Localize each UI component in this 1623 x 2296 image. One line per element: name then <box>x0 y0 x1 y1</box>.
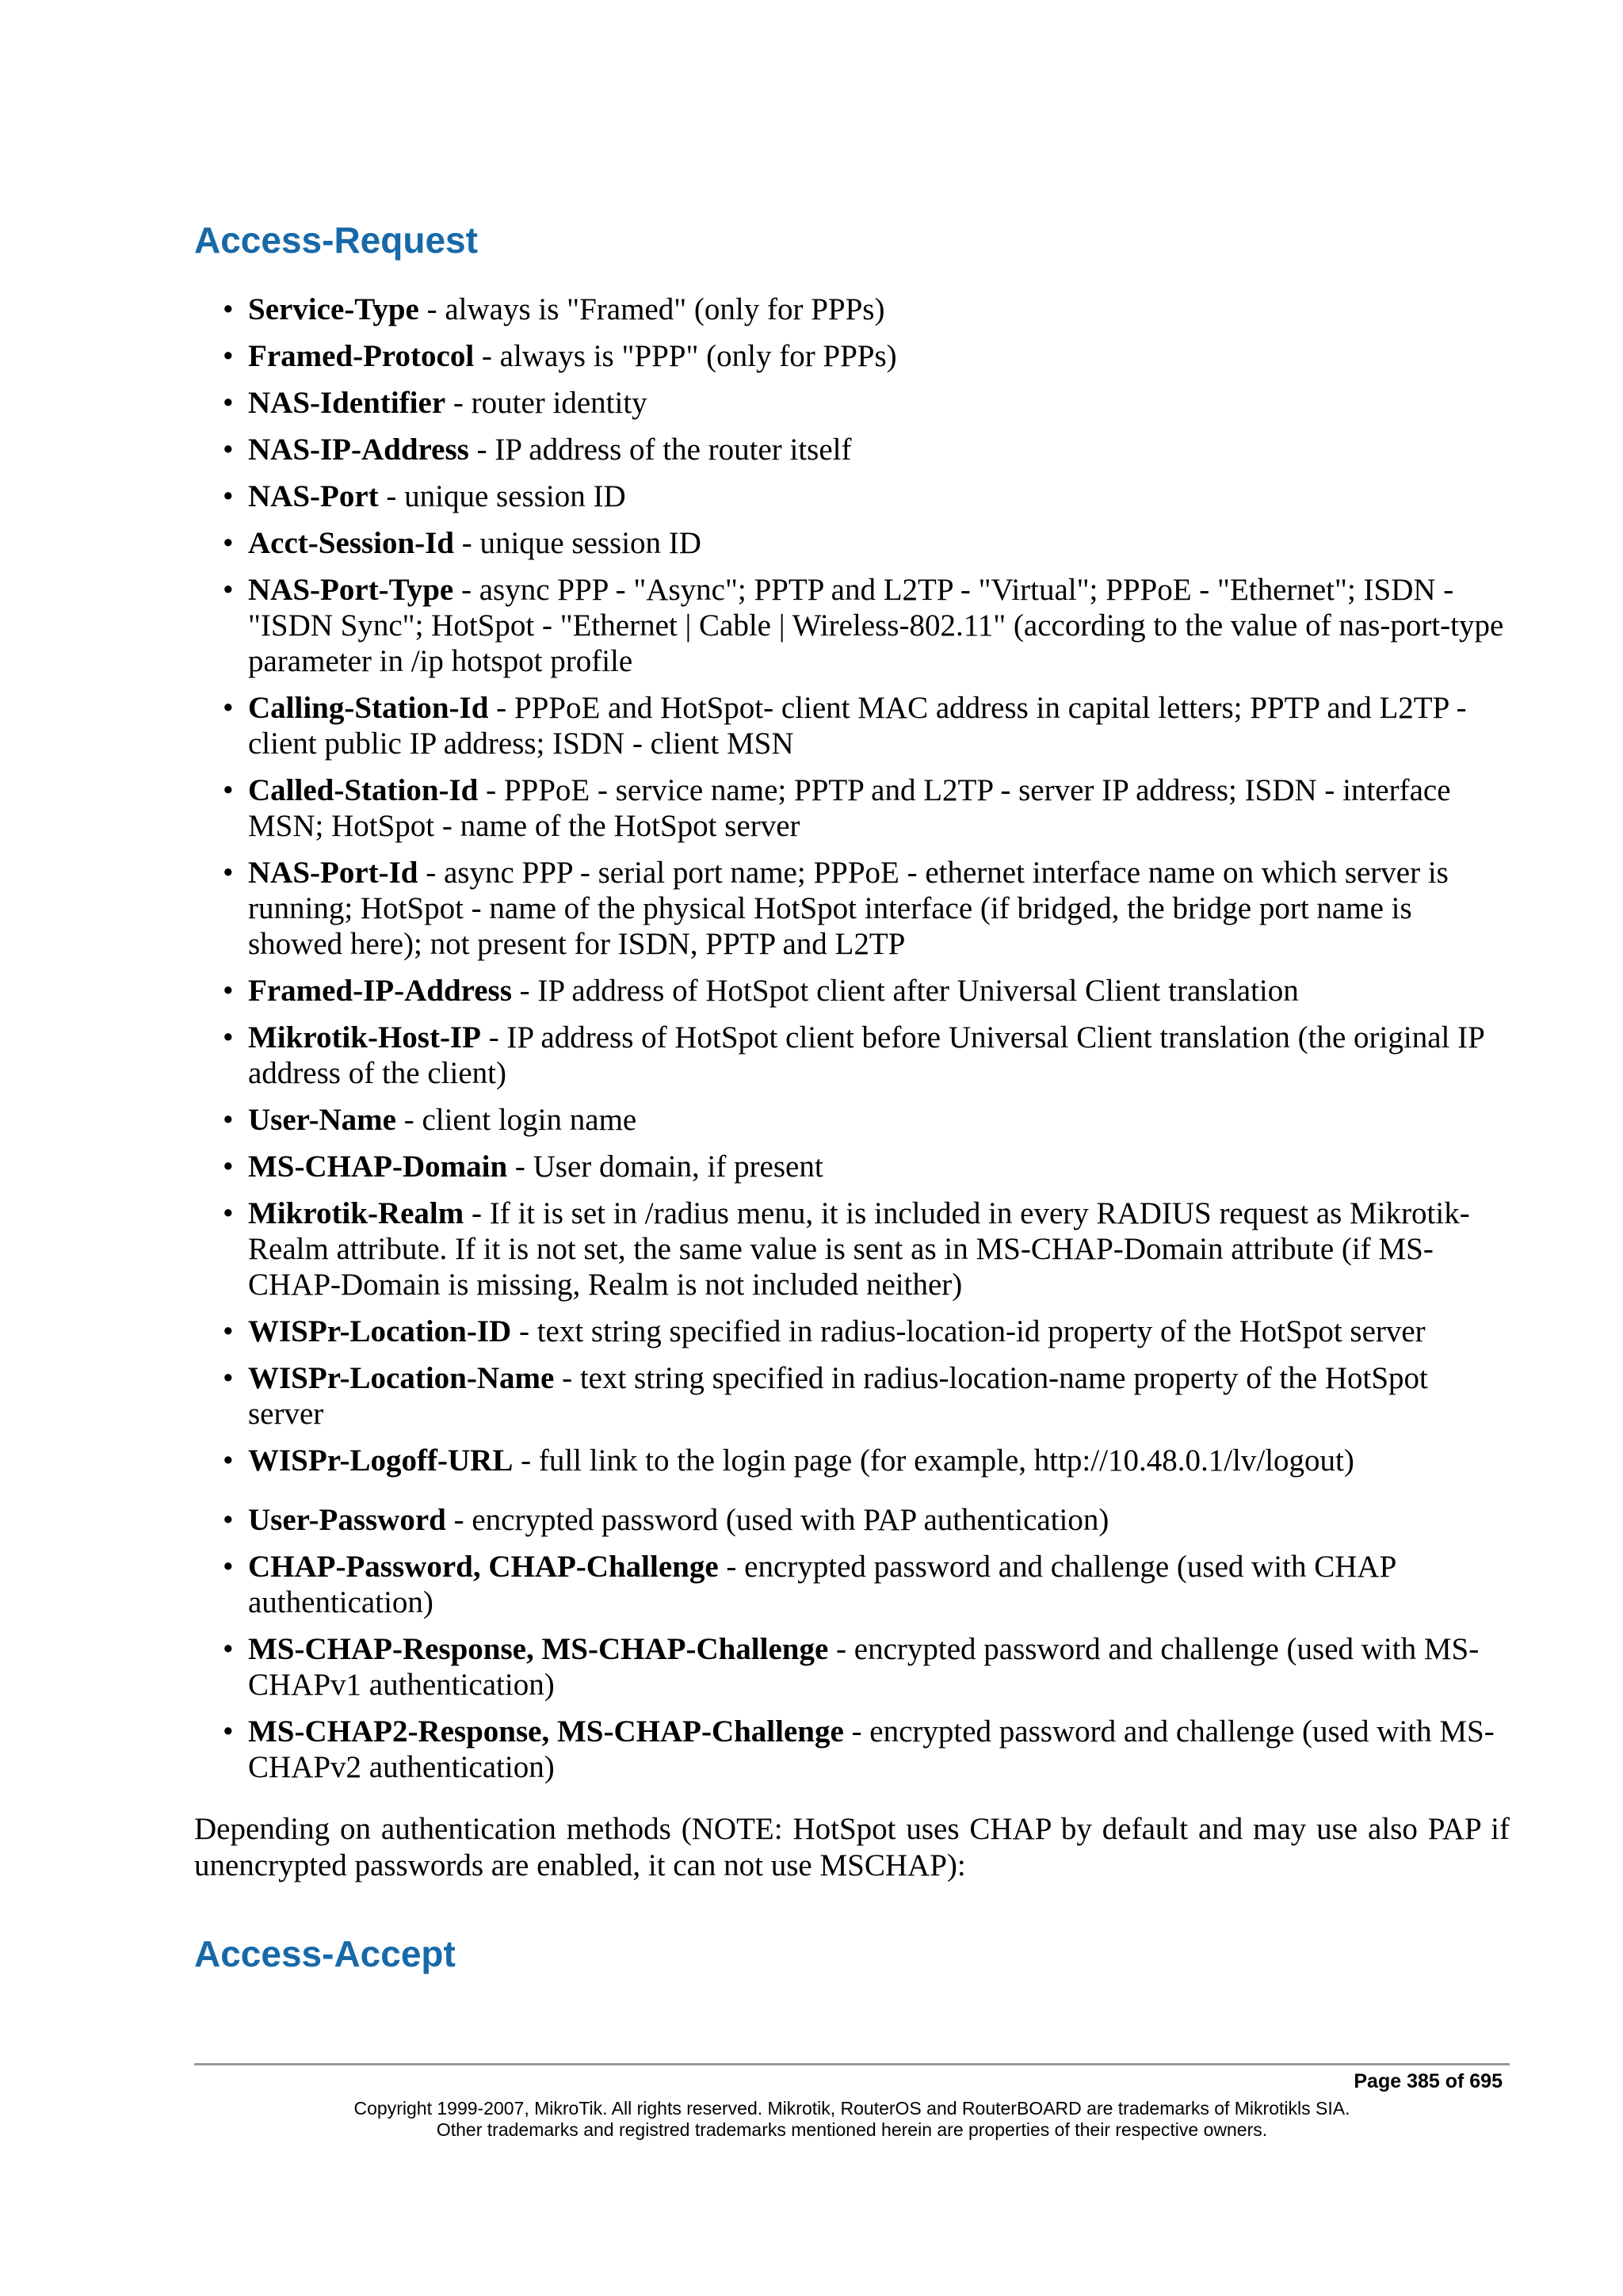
attribute-description: - User domain, if present <box>507 1150 823 1184</box>
attribute-name: NAS-IP-Address <box>248 433 469 467</box>
attribute-description: - async PPP - "Async"; PPTP and L2TP - "Virtual"; PPPoE - "Ethernet"; ISDN - "ISDN Sync"; HotSpot - "Ethernet | Cable | Wireless-802.11" (according to the value of nas-port-type parameter in /ip hotspot profile <box>248 573 1504 678</box>
list-item <box>194 772 1510 844</box>
attribute-name: MS-CHAP2-Response, MS-CHAP-Challenge <box>248 1714 844 1749</box>
list-item <box>194 1149 1510 1184</box>
attribute-name: NAS-Port-Id <box>248 856 418 890</box>
copyright-line: Copyright 1999-2007, MikroTik. All rights reserved. Mikrotik, RouterOS and RouterBOARD are trademarks of Mikrotikls SIA. <box>353 2098 1350 2119</box>
list-item <box>194 292 1510 327</box>
list-item <box>194 1314 1510 1349</box>
attribute-list <box>194 292 1510 1796</box>
attribute-description: - unique session ID <box>378 479 626 513</box>
attribute-description: - encrypted password (used with PAP authentication) <box>445 1503 1109 1537</box>
attribute-name: WISPr-Location-ID <box>248 1314 512 1348</box>
attribute-description: - client login name <box>395 1103 637 1137</box>
list-item <box>194 1443 1510 1478</box>
list-item <box>194 855 1510 962</box>
attribute-name: Called-Station-Id <box>248 773 479 807</box>
attribute-description: - text string specified in radius-location-id property of the HotSpot server <box>511 1314 1426 1348</box>
section-heading-access-request: Access-Request <box>194 219 478 261</box>
attribute-description: - text string specified in radius-location-name property of the HotSpot server <box>248 1361 1428 1431</box>
attribute-description: - router identity <box>445 386 647 420</box>
attribute-name: WISPr-Logoff-URL <box>248 1444 514 1478</box>
list-item <box>194 385 1510 421</box>
attribute-description: - encrypted password and challenge (used with CHAP authentication) <box>248 1550 1396 1619</box>
list-item <box>194 1549 1510 1620</box>
attribute-description: - full link to the login page (for example, http://10.48.0.1/lv/logout) <box>513 1444 1354 1478</box>
list-item <box>194 1360 1510 1432</box>
list-item <box>194 1714 1510 1785</box>
attribute-description: - IP address of the router itself <box>468 433 852 467</box>
attribute-name: Framed-IP-Address <box>248 974 512 1008</box>
attribute-description: - async PPP - serial port name; PPPoE - ethernet interface name on which server is running; HotSpot - name of the physical HotSpot interface (if bridged, the bridge port name is showed here); not present for ISDN, PPTP and L2TP <box>248 856 1449 961</box>
attribute-name: NAS-Identifier <box>248 386 446 420</box>
list-item <box>194 1020 1510 1091</box>
attribute-description: - unique session ID <box>454 526 701 560</box>
list-item <box>194 338 1510 374</box>
copyright-notice <box>194 2098 1510 2141</box>
attribute-name: NAS-Port-Type <box>248 573 454 607</box>
list-item <box>194 1196 1510 1302</box>
attribute-name: WISPr-Location-Name <box>248 1361 555 1395</box>
list-item <box>194 1502 1510 1538</box>
attribute-name: User-Name <box>248 1103 396 1137</box>
attribute-name: CHAP-Password, CHAP-Challenge <box>248 1550 719 1584</box>
attribute-description: - always is "PPP" (only for PPPs) <box>474 339 897 373</box>
attribute-description: - IP address of HotSpot client before Universal Client translation (the original IP address of the client) <box>248 1020 1484 1090</box>
list-item <box>194 479 1510 514</box>
list-item <box>194 525 1510 561</box>
attribute-name: Service-Type <box>248 292 419 326</box>
attribute-description: - encrypted password and challenge (used with MS-CHAPv2 authentication) <box>248 1714 1495 1784</box>
attribute-name: Framed-Protocol <box>248 339 475 373</box>
list-item <box>194 973 1510 1009</box>
attribute-description: - IP address of HotSpot client after Universal Client translation <box>511 974 1299 1008</box>
authentication-note: Depending on authentication methods (NOTE: HotSpot uses CHAP by default and may use also PAP if unencrypted passwords are enabled, it can not use MSCHAP): <box>194 1812 1510 1882</box>
section-heading-access-accept: Access-Accept <box>194 1933 456 1974</box>
list-item <box>194 690 1510 761</box>
attribute-name: Calling-Station-Id <box>248 691 489 725</box>
attribute-name: MS-CHAP-Domain <box>248 1150 508 1184</box>
attribute-name: MS-CHAP-Response, MS-CHAP-Challenge <box>248 1632 829 1666</box>
attribute-description: - PPPoE - service name; PPTP and L2TP - server IP address; ISDN - interface MSN; HotSpot - name of the HotSpot server <box>248 773 1451 843</box>
attribute-name: User-Password <box>248 1503 446 1537</box>
attribute-description: - encrypted password and challenge (used with MS-CHAPv1 authentication) <box>248 1632 1480 1702</box>
attribute-name: Mikrotik-Host-IP <box>248 1020 481 1055</box>
copyright-line: Other trademarks and registred trademarks mentioned herein are properties of their respective owners. <box>436 2119 1268 2140</box>
list-item <box>194 1102 1510 1138</box>
attribute-description: - If it is set in /radius menu, it is included in every RADIUS request as Mikrotik-Realm attribute. If it is not set, the same value is sent as in MS-CHAP-Domain attribute (if MS-CHAP-Domain is missing, Realm is not included neither) <box>248 1196 1470 1302</box>
attribute-name: Acct-Session-Id <box>248 526 454 560</box>
list-item <box>194 1631 1510 1703</box>
attribute-description: - PPPoE and HotSpot- client MAC address in capital letters; PPTP and L2TP - client public IP address; ISDN - client MSN <box>248 691 1467 761</box>
list-item <box>194 572 1510 679</box>
page-number: Page 385 of 695 <box>1354 2070 1503 2092</box>
list-item <box>194 432 1510 467</box>
footer-divider <box>194 2063 1510 2065</box>
attribute-name: NAS-Port <box>248 479 379 513</box>
attribute-description: - always is "Framed" (only for PPPs) <box>418 292 885 326</box>
attribute-name: Mikrotik-Realm <box>248 1196 464 1230</box>
